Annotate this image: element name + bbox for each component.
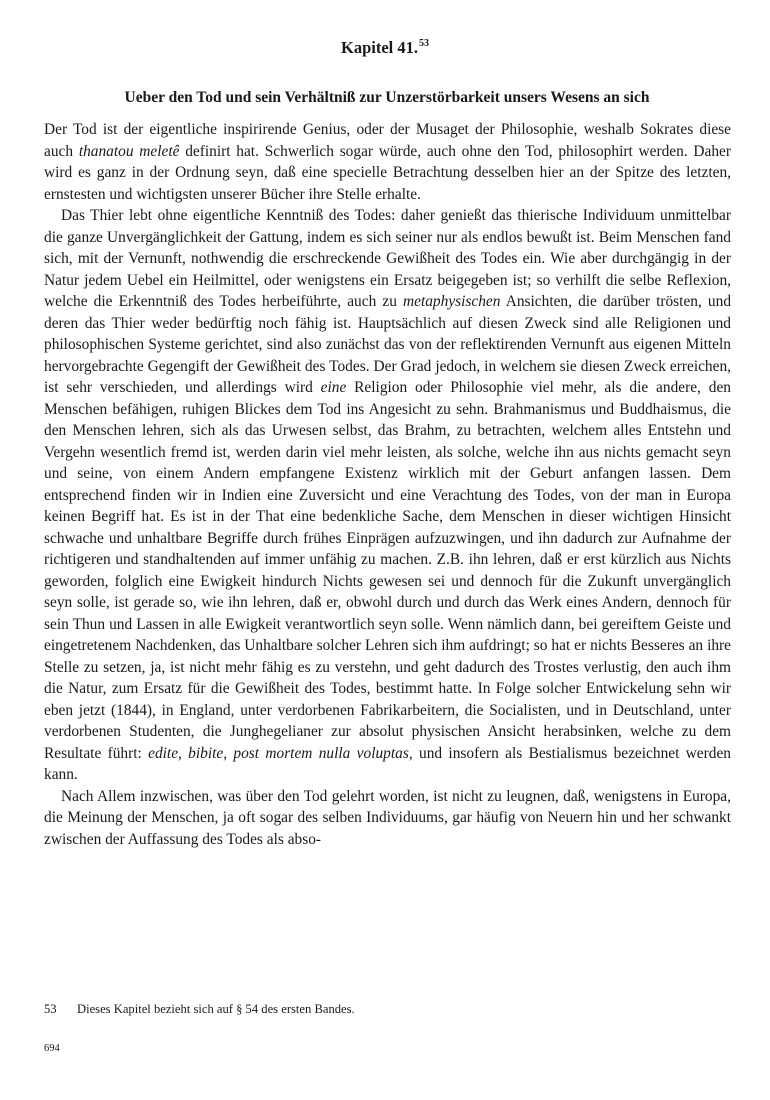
- emphasized-text: eine: [320, 379, 347, 396]
- footnote-text: Dieses Kapitel bezieht sich auf § 54 des ersten Bandes.: [77, 1002, 355, 1016]
- paragraph-text: , und insofern als Bestialismus bezeichnet werden kann.: [44, 744, 731, 783]
- paragraph-text: Das Thier lebt ohne eigentliche Kenntniß des Todes: daher genießt das thierische Individuum unmittelbar die ganze Unvergänglichkeit der Gattung, indem es sich seiner nur als endlos bewußt ist. Beim Menschen fand sich, mit der Vernunft, nothwendig die erschreckende Gewißheit des Todes ein. Wie aber durchgängig in der Natur jedem Uebel ein Heilmittel, oder wenigstens ein Ersatz beigegeben ist; so verhilft die selbe Reflexion, welche die Erkenntniß des Todes herbeiführte, auch zu: [44, 207, 731, 310]
- emphasized-text: thanatou meletê: [78, 142, 180, 160]
- body-text: [44, 119, 731, 850]
- paragraph-text: Nach Allem inzwischen, was über den Tod gelehrt worden, ist nicht zu leugnen, daß, wenigstens in Europa, die Meinung der Menschen, ja oft sogar des selben Individuums, gar häufig von Neuern hin und her schwankt zwischen der Auffassung des Todes als abso-: [44, 787, 731, 848]
- chapter-subtitle: Ueber den Tod und sein Verhältniß zur Unzerstörbarkeit unsers Wesens an sich: [124, 89, 650, 106]
- emphasized-text: metaphysischen: [403, 293, 501, 310]
- paragraph: [44, 786, 731, 851]
- paragraph-text: Religion oder Philosophie viel mehr, als die andere, den Menschen befähigen, ruhigen Blickes dem Tod ins Angesicht zu sehn. Brahmanismus und Buddhaismus, die den Menschen lehren, sich als das Urwesen selbst, das Brahm, zu betrachten, welchem alles Entstehn und Vergehn wesentlich fremd ist, werden darin viel mehr leisten, als solche, welche ihn aus nichts gemacht seyn und seine, von einem Andern empfangene Existenz wirklich mit der Geburt anfangen lassen. Dem entsprechend finden wir in Indien eine Zuversicht und eine Verachtung des Todes, von der man in Europa keinen Begriff hat. Es ist in der That eine bedenkliche Sache, dem Menschen in dieser wichtigen Hinsicht schwache und unhaltbare Begriffe durch frühes Einprägen aufzuzwingen, und ihn dadurch zur Aufnahme der richtigeren und standhaltenden auf immer unfähig zu machen. Z.B. ihn lehren, daß er erst kürzlich aus Nichts geworden, folglich eine Ewigkeit hindurch Nichts gewesen sei und dennoch für die Zukunft unvergänglich seyn solle, ist gerade so, wie ihn lehren, daß er, obwohl durch und durch das Werk eines Andern, dennoch für sein Thun und Lassen in alle Ewigkeit verantwortlich seyn solle. Wenn nämlich dann, bei gereiftem Geiste und eingetretenem Nachdenken, das Unhaltbare solcher Lehren sich ihm aufdringt; so hat er nichts Besseres an ihre Stelle zu setzen, ja, ist nicht mehr fähig es zu verstehn, und geht dadurch des Trostes verlustig, den auch ihm die Natur, zum Ersatz für die Gewißheit des Todes, bestimmt hatte. In Folge solcher Entwickelung sehn wir eben jetzt (1844), in England, unter verdorbenen Fabrikarbeitern, die Socialisten, und in Deutschland, unter verdorbenen Studenten, die Junghegelianer zur absolut physischen Ansicht herabsinken, welche zu dem Resultate führt:: [44, 379, 731, 762]
- chapter-title: [0, 38, 770, 58]
- footnote-reference[interactable]: 53: [419, 38, 429, 49]
- paragraph-text: Der Tod ist der eigentliche inspirirende Genius, oder der Musaget der Philosophie, weshalb Sokrates diese auch: [44, 121, 731, 160]
- paragraph: [44, 205, 731, 786]
- footnote: [44, 1002, 355, 1017]
- footnote-number: 53: [44, 1002, 57, 1016]
- paragraph: [44, 119, 731, 205]
- paragraph-text: definirt hat. Schwerlich sogar würde, auch ohne den Tod, philosophirt werden. Daher wird es ganz in der Ordnung seyn, daß eine specielle Betrachtung desselben hier an der Spitze des letzten, ernstesten und wichtigsten unserer Bücher ihre Stelle erhalte.: [44, 142, 732, 203]
- page-number: 694: [44, 1043, 60, 1054]
- emphasized-text: edite, bibite, post mortem nulla voluptas: [148, 744, 409, 762]
- chapter-title-text: Kapitel 41.: [341, 38, 418, 57]
- paragraph-text: Ansichten, die darüber trösten, und deren das Thier weder bedürftig noch fähig ist. Hauptsächlich auf diesen Zweck sind alle Religionen und philosophischen Systeme gerichtet, sind also zunächst das von der reflektirenden Vernunft aus eigenen Mitteln hervorgebrachte Gegengift der Gewißheit des Todes. Der Grad jedoch, in welchem sie diesen Zweck erreichen, ist sehr verschieden, und allerdings wird: [44, 293, 732, 396]
